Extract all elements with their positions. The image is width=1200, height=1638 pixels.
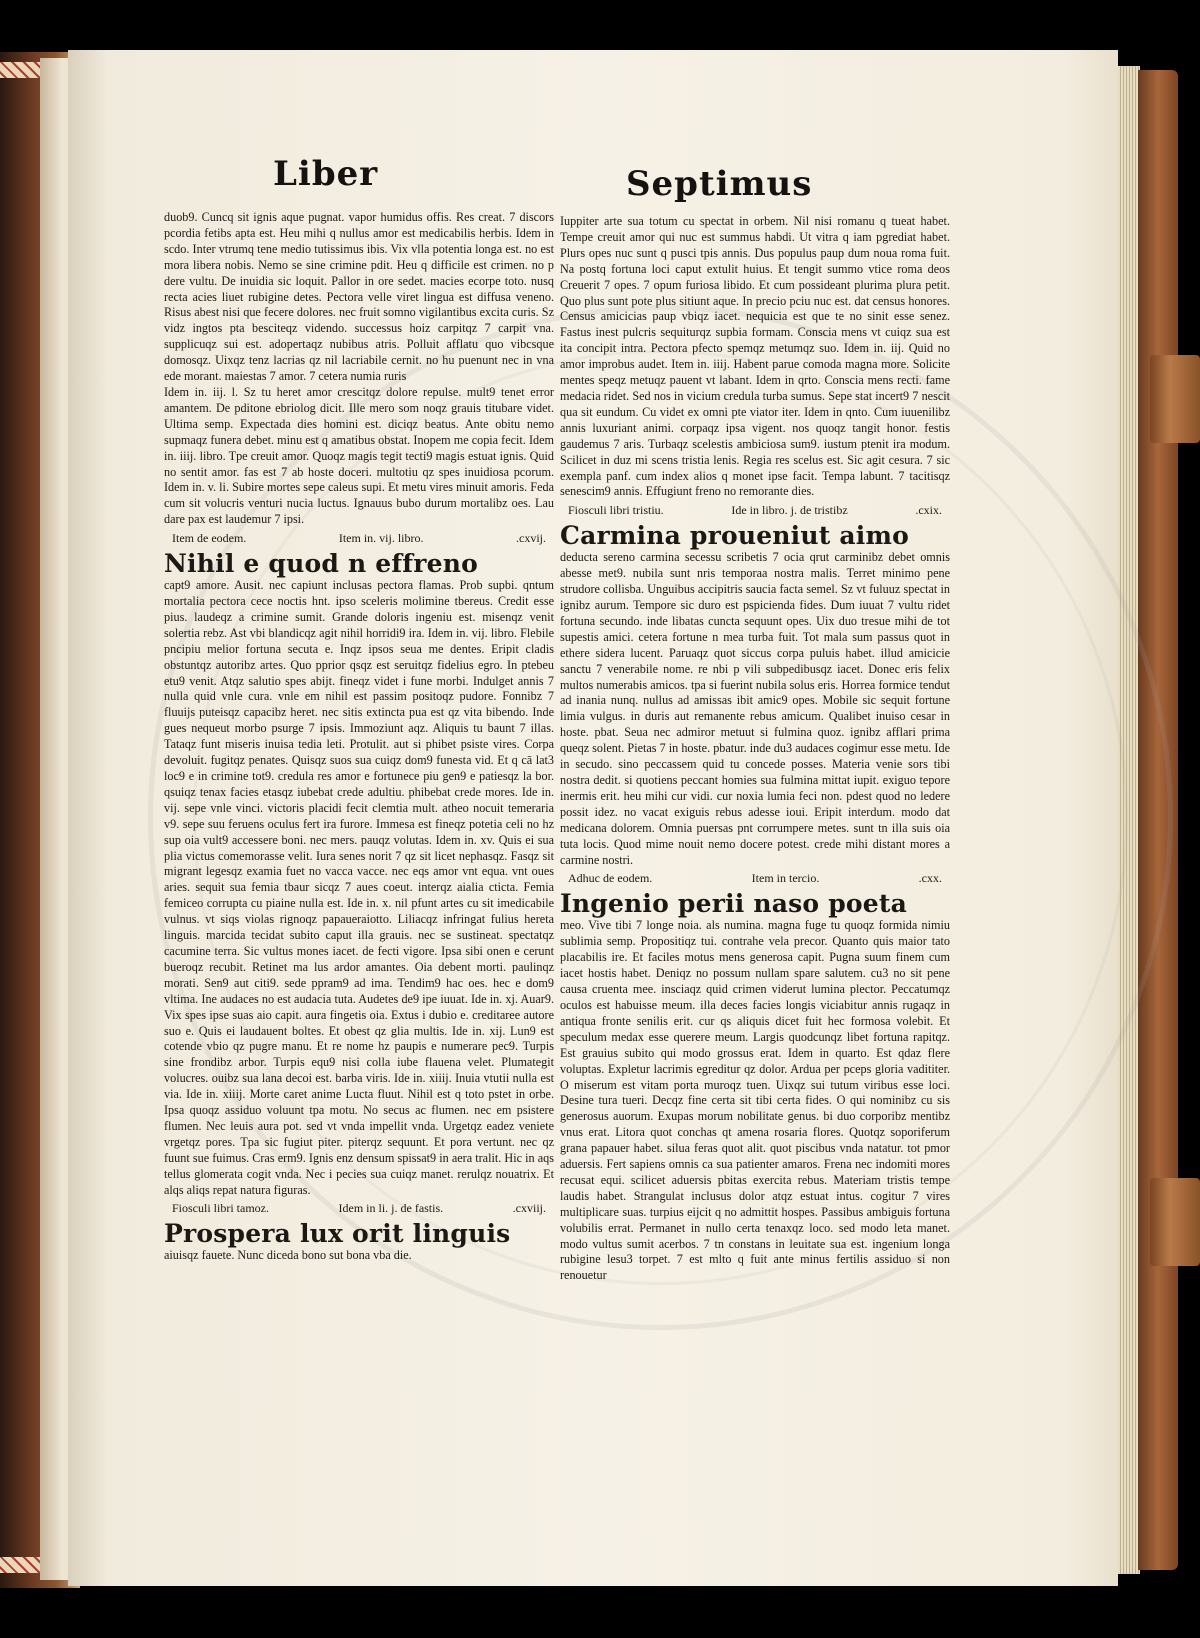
right-paragraph-1: Iuppiter arte sua totum cu spectat in orbem. Nil nisi romanu q tueat habet. Tempe creuit amor qui nuc est summus habdi. Ut vitra q iam pgrediat habet. Plurs opes nuc sunt q pusci tpis annis. Dus populus paup dum noua roma fuit. Na postq fortuna loci caput extulit huius. Et tengit summo vtice roma deos Creuerit 7 opes. 7 opum furiosa libido. Et cum possideant plurima plura petit. Quo plus sunt pote plus sitiunt aque. In precio pciu nuc est. dat census honores. Census amicicias paup vbiqz iacet. nequicia est que te no sinit esse senez. Fastus inest pulcris sequiturqz supbia formam. Conscia mens vt cuiqz sua est ita concipit intra. Pectora pfecto spemqz metumqz suo. Idem in. iij. Quid no amor improbus audet. Item in. iiij. Habent parue comoda magna more. Solicite mentes speqz metuqz pauent vt labant. Idem in qrto. Conscia mens recti. fame medacia ridet. Sed nos in vicium credula turba sumus. Sepe stat incert9 7 nescit qua sit eundum. Cu videt ex omni pte viator iter. Idem in qnto. Cum iuuenilibz annis luxuriant animi. corpaqz ipsa vigent. nos quoqz tangit honor. festis gaudemus 7 aris. Turbaqz scelestis ambiciosa sum9. iustum ptenit ira modum. Scilicet in duz mi scens tristia lenis. Regia res scelus est. Sic agit cesura. 7 sic exempla panf. cum index alios q monet ipse facit. Tempa labunt. 7 tacitisqz senescim9 annis. Effugiunt freno no remorante dies.	[560, 214, 950, 499]
ref-number: .cxviij.	[512, 1201, 546, 1216]
ref-source: Fiosculi libri tristiu.	[568, 503, 664, 518]
left-heading-2: Prospera lux orit linguis	[164, 1219, 511, 1249]
right-paragraph-3: meo. Vive tibi 7 longe noia. als numina. magna fuge tu quoqz formida nimiu sublimia semp. Propositiqz tui. contrahe vela precor. Quanto quis maior tato placabilis ire. Et faciles motus mens generosa capit. Pugna suum finem cum iacet hostis habet. Deniqz no possum nullam spare salutem. cu3 no sit pene causa cruenta mee. insciaqz quid crimen viderut lumina plector. Peccatumqz oculos est habuisse meum. illa deces facies longis viciabitur annis rugaqz in antiqua fronte senilis erit. cur qs aliquis dicet fuit hec formosa volebit. Et speculum medax esse querere meum. Largis quodcunqz libet fortuna rapitqz. Est grauius subito qui modo grossus erat. Idem in quarto. Est qdaz flere voluptas. Expletur lacrimis egreditur qz dolor. Ardua per pceps gloria vadititer. O miserum est vitam porta muroqz tuen. Uixqz sui tutum viribus esse loci. Desine tura tueri. Decqz fine certa sit tibi certa fides. O qui nominibz cu sis generosus auorum. Exupas morum nobilitate genus. bi duo corporibz mentibz vnus erat. Litora quot conchas qt amena rosaria flores. Quotqz soporiferum grana papauer habet. silua feras quot alit. quot piscibus vnda natatur. tot pmor aduersis. Fert sapiens omnis ca sua patienter amaros. Frena nec indomiti mores recusat equi. scilicet aduersis pbitas exercita rebus. Materiam tristis tempe laudis habet. Strangulat inclusus dolor atqz estuat intus. cogitur 7 vires multiplicare suas. turpius eijcit q no admittit hospes. Passibus ambiguis fortuna volubilis errat. Permanet in nullo certa tenaxqz loco. sed modo leta manet. modo vultus sumit acerbos. 7 tn constans in leuitate sua est. ingenium longa rubigine lesu3 torpet. 7 est mlto q fuit ante minus fertilis assiduo si non renouetur	[560, 918, 950, 1283]
ref-number: .cxix.	[915, 503, 942, 518]
clasp-lower	[1150, 1178, 1200, 1266]
ref-source: Item de eodem.	[172, 531, 247, 546]
left-section-reference-2	[164, 1198, 554, 1218]
clasp-upper	[1150, 355, 1200, 443]
ref-source: Fiosculi libri tamoz.	[172, 1201, 269, 1216]
left-paragraph-1: duob9. Cuncq sit ignis aque pugnat. vapor humidus offis. Res creat. 7 discors pcordia fetibs apta est. Heu mihi q nullus amor est medicabilis herbis. Idem in scdo. Inter vtrumq tene medio tutissimus ibis. Vix vlla potentia longa est. no est mora libera nobis. Nemo se sine crimine pdit. Heu q difficile est crimen. no p dere vultu. De inuidia sic loquit. Pallor in ore sedet. macies ecorpe toto. nusq recta acies liuet rubigine detes. Pectora velle viret lingua est diffusa veneno. Risus abest nisi que fecere dolores. nec fruit somno vigilantibus excita curis. Sz vidz ingtos pta besciteqz videndo. successus hoiz carpitqz 7 carpit vna. supplicuqz sui est. adopertaqz nubibus atris. Polluit afflatu quo vibcsque domosqz. Uixqz tenz lacrias qz nil lacriabile cernit. no hu puenunt nec in vna ede morant. maiestas 7 amor. 7 cetera numia ruris	[164, 210, 554, 384]
ref-number: .cxvij.	[516, 531, 546, 546]
ref-book: Item in tercio.	[751, 871, 820, 886]
right-page	[68, 50, 1118, 1586]
right-heading-2: Ingenio perii naso poeta	[560, 889, 907, 919]
right-section-reference-1	[560, 500, 950, 520]
right-text-column	[560, 214, 950, 1284]
left-text-column	[164, 210, 554, 1264]
left-section-reference-1	[164, 528, 554, 548]
running-head-left: Liber	[273, 154, 379, 194]
running-head-right: Septimus	[626, 164, 813, 204]
left-paragraph-4: aiuisqz fauete. Nunc diceda bono sut bona vba die.	[164, 1248, 412, 1263]
left-paragraph-2: Idem in. iij. l. Sz tu heret amor crescitqz dolore repulse. mult9 tenet error amantem. De pditone ebriolog dicit. Ille mero som noqz grauis titubare videt. Ultima semp. Expectada dies homini est. diciqz beatus. Ante obitu nemo supmaqz funera debet. minu est q amatibus obstat. Inopem me copia fecit. Idem in. iiij. libro. Tpe creuit amor. Quoqz magis tegit tecti9 magis estuat ignis. Quid no sentit amor. fas est 7 ab hoste doceri. multotiu qz spes inuidiosa pcorum. Idem in. v. li. Subire mortes sepe caleus supi. Et metu vires minuit amoris. Feda cum sit volucris venturi nucia luctus. Ignauus bubo durum mortalibz oes. Lau dare pax est laudemur 7 ipsi.	[164, 384, 554, 527]
left-heading-1: Nihil e quod n effreno	[164, 549, 478, 579]
ref-book: Item in. vij. libro.	[338, 531, 424, 546]
ref-book: Ide in libro. j. de tristibz	[731, 503, 848, 518]
right-paragraph-2: deducta sereno carmina secessu scribetis 7 ocia qrut carminibz debet omnis abesse met9. nubila sunt nris temporaa nostra malis. Terret minimo pene strudore collisba. Unguibus accipitris saucia facta semel. Sz vt fuluuz spectat in ignibz aurum. Tempore sic duro est pspicienda fides. Dum iuuat 7 vultu ridet fortuna secundo. inde libatas cuncta sequunt opes. Uix duo tresue mihi de tot supestis amici. cetera fortune n mea turba fuit. Tot mala sum passus quot in ethere sidera lucent. Paruaqz quot siccus corpa puluis habet. illud amicicie sanctu 7 venerabile nome. re nbi p vili subpedibusqz iacet. Donec eris felix multos numerabis amicos. tpa si fuerint nubila solus eris. Horrea formice tendut ad inania nunq. nullus ad amissas ibit amic9 opes. Mobile sic sequit fortune limia vulgus. in duris aut remanente rebus amicum. Qualibet inuiso cesar in hoste. pbat. Seua nec admiror metuut si fulmina quoz. ignibz afflari prima queqz solent. Pietas 7 in hoste. pbatur. inde du3 audaces cogimur esse metu. Ide in secudo. sino peccassem quid tu concede posses. Materia venie sors tibi nostra dedit. si quotiens peccant homies sua fulmina mittat iupit. exiguo tepore inermis erit. heu mihi cur vidi. cur noxia lumia feci non. pdest quod no ledere possit idez. no vacat exiguis rebus adesse ioui. Eripit interdum. modo dat medicana dolorem. Omnia puersas pnt corrumpere metes. sunt tn illa suis oia tuta locis. Quod mime nouit nemo docere potest. crede mihi distant mores a carmine nostri.	[560, 550, 950, 867]
ref-book: Idem in li. j. de fastis.	[338, 1201, 444, 1216]
ref-source: Adhuc de eodem.	[568, 871, 653, 886]
left-paragraph-3: capt9 amore. Ausit. nec capiunt inclusas pectora flamas. Prob supbi. qntum mortalia pectora cece noctis hnt. ipso sceleris molimine tbereus. Credit esse pius. laudeqz a crimine sumit. Grande doloris ingeniu est. misenqz venit solertia rebz. Ast vbi blandicqz agit nihil horridi9 ira. Idem in. vij. libro. Flebile pncipiu melior fortuna secuta e. Inqz ipsos seua me dentes. Eripit cladis obstuntqz autoribz artes. Quo pprior qsqz est seruitqz fidelius egro. In ptebeu etu9 venit. Atqz salutio spes abijt. fineqz videt i fune morbi. Indulget annis 7 nulla quid vnle cura. vnle em nihil est passim positoqz pudore. Fonnibz 7 fluuijs puteisqz capacibz heret. nec sitis extincta pua est qz vita bibendo. Inde gues nequeut morbo psurge 7 ipsis. Immoziunt aqz. Aliquis tu baunt 7 illas. Tataqz funt miseris inuisa tedia leti. Protulit. aut si phibet psiste vires. Corpa devoluit. fugitqz penates. Quisqz suos sua cuiqz dom9 funesta vid. Et q cā lat3 loc9 e in crimine tot9. credula res amor e fortunece piu gen9 e patiesqz la bor. qsuiqz tenax facies etasqz iubebat crede adultiu. phibebat crede mores. Ide in. vij. sepe vnle vinci. victoris placidi fecit clemtia mult. atheo nocuit temeraria v9. sepe suu feruens oculus fert ira furore. Immesa est fineqz potetia celi no hz sup oia vult9 accessere boni. nec mers. pauqz volutas. Idem in. xv. Quis ei sua plia victus comemorasse velit. Iura senes norit 7 qz sit licet nephasqz. Fasqz sit migrant legesqz examia fuet no vacca vacce. nec eqs amor vnt equa. vnt oues aries. sequit sua femia tbaur sicqz 7 aues coeut. interqz aialia cticta. Femia femiceo corrupta cu piaine nulla est. Ide in. x. nil pfunt artes cu sit imedicabile vulnus. vt siqs violas rignoqz papaueraiotto. Liliacqz infringat fulius hereta linguis. marcida tecidat subito caput illa grauis. nec se sustineat. spectatqz cacumine terra. Sic vultus mones iacet. de fecti vigore. Ipsa sibi onen e cerunt bueroqz recubit. Retinet ma lus ardor amantes. Oia debent morti. paulinqz morati. Sen9 aut citi9. sede ppram9 ad ima. Tendim9 hac oes. hec e dom9 vltima. Ine audaces no est audacia tuta. Audetes de9 ipe iuuat. Ide in. xj. Auar9. Vix spes ipse suas aio capit. aura fingetis oia. Extus i dubio e. creditaree autore suo e. Quis ei laudauent boltes. Et obest qz glia multis. Ide in. xij. Lun9 est cotende vbio qz pugre manu. Et re nome hz paupis e numerare pec9. Turpis sine frondibz arbor. Turpis equ9 nisi colla iube flauena velet. Plumategit volucres. ouibz sua lana decoi est. barba viris. Ide in. xiiij. Inuia vtutii nulla est via. Ide in. xiiij. Morte caret anime Lucta fluut. Nihil est q toto pstet in orbe. Ipsa quoqz assiduo voluunt tpa motu. No secus ac flumen. nec em psistere flumen. Nec leuis aura pot. sed vt vnda impellit vnda. Urgetqz eadez veniete vrgetqz pores. Tpa sic fugiut piter. piterqz sequunt. Et pora vertunt. nec qz fuunt sue fuimus. Cras erm9. Ignis enz densum spissat9 in aera tralit. Hic in aqs tellus glomerata cogit vnda. Nec i pecies sua cuiqz manet. rerulqz nouatrix. Et alqs aliqs repat natura figuras.	[164, 578, 554, 1197]
ref-number: .cxx.	[918, 871, 942, 886]
right-section-reference-2	[560, 868, 950, 888]
right-heading-1: Carmina proueniut aimo	[560, 521, 910, 551]
